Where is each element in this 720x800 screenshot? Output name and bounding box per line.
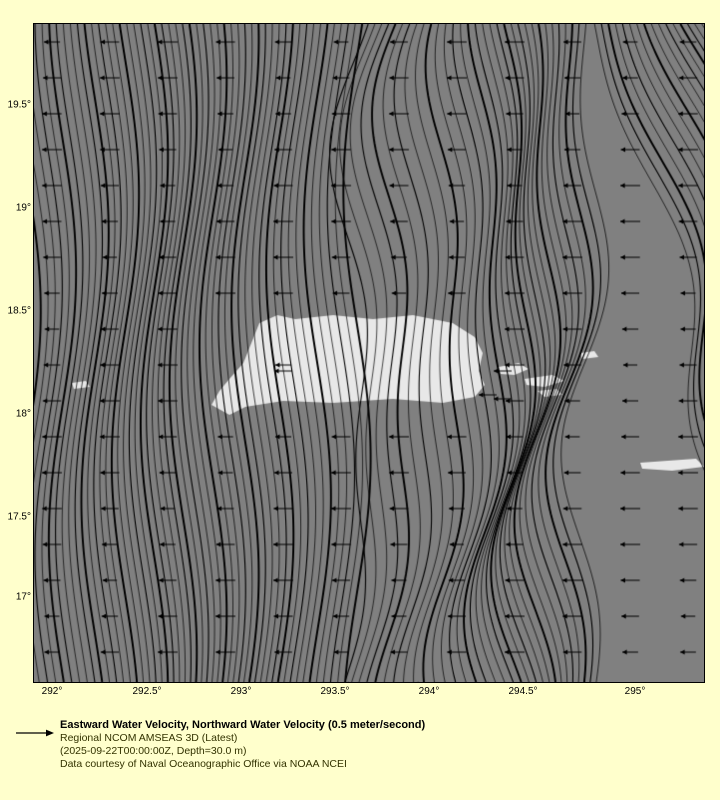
arrow-right-icon (16, 727, 54, 739)
legend-title: Eastward Water Velocity, Northward Water Velocity (0.5 meter/second) (60, 719, 426, 731)
map-plot-area[interactable] (33, 23, 705, 683)
x-axis-tick: 292° (41, 686, 63, 697)
y-axis-tick: 18° (15, 408, 31, 420)
legend-line-4: Data courtesy of Naval Oceanographic Office via NOAA NCEI (60, 758, 347, 770)
y-axis-tick: 18.5° (7, 305, 31, 317)
x-axis-tick: 294° (418, 686, 440, 697)
y-axis-tick: 19° (15, 202, 31, 214)
y-axis-tick: 17.5° (7, 511, 31, 523)
legend-text-block (60, 718, 705, 771)
x-axis-tick: 292.5° (132, 686, 162, 697)
y-axis-tick: 19.5° (7, 99, 31, 111)
legend-line-3: (2025-09-22T00:00:00Z, Depth=30.0 m) (60, 745, 247, 757)
x-axis-tick: 295° (624, 686, 646, 697)
y-axis-tick: 17° (15, 591, 31, 603)
x-axis-tick: 293° (230, 686, 252, 697)
x-axis-tick: 294.5° (508, 686, 538, 697)
x-axis-tick: 293.5° (320, 686, 350, 697)
map-vector-field-canvas (34, 24, 704, 682)
legend (8, 718, 712, 792)
legend-line-2: Regional NCOM AMSEAS 3D (Latest) (60, 732, 238, 744)
